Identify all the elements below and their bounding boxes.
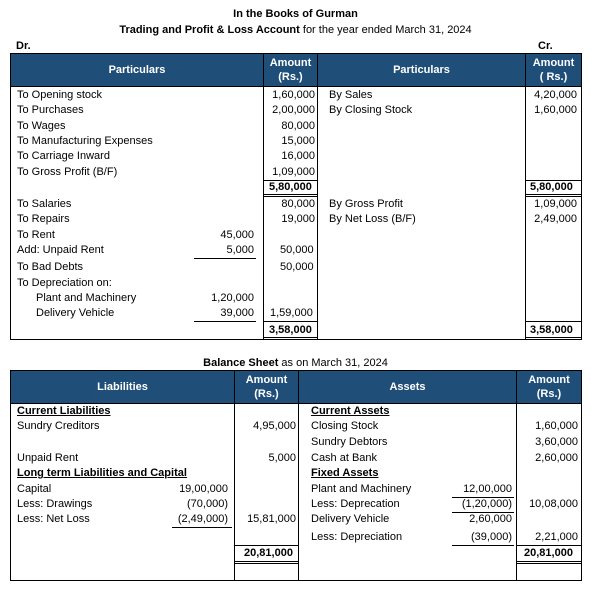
pl-left-label: To Depreciation on:	[17, 277, 112, 289]
pl-total-rule	[526, 337, 581, 338]
bs-total-left: 20,81,000	[244, 547, 293, 559]
bs-long-term-heading: Long term Liabilities and Capital	[17, 467, 187, 479]
bs-total-rule	[517, 563, 581, 564]
pl-left-label: Plant and Machinery	[36, 292, 137, 304]
bs-amount-right-label: Amount	[528, 374, 570, 386]
tpl-amount-left-unit: (Rs.)	[278, 71, 303, 83]
bs-vehicle-net: 2,21,000	[535, 531, 578, 543]
pl-left-amount: 80,000	[281, 198, 315, 210]
pl-total-rule	[526, 321, 581, 322]
tpl-right-label: By Sales	[329, 89, 373, 101]
tpl-right-amount: 1,60,000	[534, 104, 577, 116]
pl-right-label: By Net Loss (B/F)	[329, 213, 416, 225]
bs-less-dep2: Less: Depreciation	[311, 531, 403, 543]
pl-left-label: To Rent	[17, 229, 55, 241]
pl-left-amount: 19,000	[281, 213, 315, 225]
bs-capital-sub: 19,00,000	[179, 483, 228, 495]
pl-left-sub: 1,20,000	[211, 292, 254, 304]
pl-left-label: To Bad Debts	[17, 261, 84, 273]
bs-capital-amount: 15,81,000	[247, 513, 296, 525]
tpl-total-rule	[526, 194, 581, 195]
pl-left-amount: 50,000	[280, 261, 314, 273]
pl-total-rule	[264, 337, 317, 338]
tpl-left-amount: 1,09,000	[272, 166, 315, 178]
tpl-left-label: To Opening stock	[17, 89, 102, 101]
tpl-left-amount: 15,000	[281, 135, 315, 147]
bs-fixed-assets-heading: Fixed Assets	[311, 467, 379, 479]
bs-amount-left-label: Amount	[245, 374, 288, 386]
bs-plant-sub: 12,00,000	[463, 483, 512, 495]
bs-less-drawings: Less: Drawings	[17, 498, 93, 510]
bs-drawings-sub: (70,000)	[187, 498, 228, 510]
tpl-header-particulars-left: Particulars	[11, 54, 263, 86]
bs-closing-stock: Closing Stock	[311, 420, 379, 432]
pl-total-rule	[264, 321, 317, 322]
tpl-amount-right-label: Amount	[532, 57, 575, 69]
bs-title-bold: Balance Sheet	[203, 357, 279, 369]
bs-header-assets: Assets	[299, 371, 516, 403]
bs-sundry-debtors-amount: 3,60,000	[535, 436, 578, 448]
bs-total-rule	[235, 545, 298, 546]
bs-less-net-loss: Less: Net Loss	[17, 513, 90, 525]
pl-right-amount: 1,09,000	[534, 198, 577, 210]
tpl-total-rule	[264, 194, 317, 195]
bs-header-amount-right	[517, 371, 581, 403]
tpl-left-amount: 80,000	[281, 120, 315, 132]
bs-title	[0, 357, 591, 370]
book-heading: In the Books of Gurman	[233, 8, 358, 20]
tpl-header-rule	[11, 86, 581, 87]
bs-unpaid-rent-amount: 5,000	[268, 452, 296, 464]
tpl-left-label: To Carriage Inward	[17, 150, 110, 162]
tpl-total-rule	[526, 196, 581, 197]
bs-cash-at-bank-amount: 2,60,000	[535, 452, 578, 464]
bs-vehicle-sub: 2,60,000	[469, 513, 512, 525]
tpl-right-amount: 4,20,000	[534, 89, 577, 101]
tpl-left-amount: 2,00,000	[272, 104, 315, 116]
bs-header-amount-left	[235, 371, 298, 403]
bs-title-rest: as on March 31, 2024	[278, 357, 388, 369]
bs-cash-at-bank: Cash at Bank	[311, 452, 378, 464]
bs-amount-right-unit: (Rs.)	[536, 388, 562, 400]
tpl-left-amount: 1,60,000	[272, 89, 315, 101]
pl-left-label: To Salaries	[17, 198, 72, 210]
tpl-total-rule	[264, 196, 317, 197]
pl-left-sub: 45,000	[220, 229, 254, 241]
bs-net-loss-sub: (2,49,000)	[177, 513, 228, 525]
bs-total-rule	[517, 545, 581, 546]
pl-left-amount: 50,000	[280, 244, 314, 256]
bs-current-liabilities-heading: Current Liabilities	[17, 405, 111, 417]
bs-sub-rule	[172, 527, 232, 528]
tpl-divider	[317, 54, 318, 339]
tpl-header-particulars-right: Particulars	[318, 54, 525, 86]
bs-dep1-sub: (1,20,000)	[461, 498, 512, 510]
pl-right-amount: 2,49,000	[534, 213, 577, 225]
tpl-amount-left-label: Amount	[269, 57, 312, 69]
pl-left-label: Add: Unpaid Rent	[17, 244, 104, 256]
bs-sundry-creditors-amount: 4,95,000	[253, 420, 296, 432]
bs-dep2-sub: (39,000)	[471, 531, 512, 543]
tpl-right-label: By Closing Stock	[329, 104, 413, 116]
bs-current-assets-heading: Current Assets	[311, 405, 390, 417]
bs-total-right: 20,81,000	[524, 547, 573, 559]
pl-sub-rule	[194, 321, 256, 322]
tpl-left-label: To Gross Profit (B/F)	[17, 166, 118, 178]
tpl-header-amount-right	[526, 54, 581, 86]
bs-less-dep1: Less: Deprecation	[311, 498, 400, 510]
tpl-left-label: To Wages	[17, 120, 66, 132]
bs-plant-net: 10,08,000	[529, 498, 578, 510]
bs-sundry-creditors: Sundry Creditors	[17, 420, 100, 432]
pl-total-left: 3,58,000	[269, 324, 312, 336]
bs-closing-stock-amount: 1,60,000	[535, 420, 578, 432]
pl-right-label: By Gross Profit	[329, 198, 403, 210]
account-title-bold: Trading and Profit & Loss Account	[119, 24, 300, 36]
dr-label: Dr.	[16, 40, 31, 52]
account-title	[0, 24, 591, 37]
tpl-left-label: To Purchases	[17, 104, 84, 116]
tpl-left-label: To Manufacturing Expenses	[17, 135, 153, 147]
bs-sub-rule	[452, 545, 514, 546]
account-title-rest: for the year ended March 31, 2024	[299, 24, 472, 36]
pl-left-sub: 39,000	[220, 307, 254, 319]
tpl-total1-left: 5,80,000	[269, 181, 312, 193]
tpl-amount-right-unit: ( Rs.)	[539, 71, 568, 83]
bs-amount-left-unit: (Rs.)	[254, 388, 279, 400]
pl-left-sub: 5,000	[226, 244, 254, 256]
tpl-header-amount-left	[264, 54, 317, 86]
tpl-total1-right: 5,80,000	[530, 181, 573, 193]
bs-plant: Plant and Machinery	[311, 483, 412, 495]
pl-left-label: Delivery Vehicle	[36, 307, 115, 319]
pl-left-label: To Repairs	[17, 213, 70, 225]
pl-total-right: 3,58,000	[530, 324, 573, 336]
tpl-left-amount: 16,000	[281, 150, 315, 162]
pl-sub-rule	[194, 258, 256, 259]
bs-header-rule	[11, 403, 581, 404]
cr-label: Cr.	[538, 40, 553, 52]
pl-left-amount: 1,59,000	[270, 307, 313, 319]
bs-vehicle: Delivery Vehicle	[311, 513, 390, 525]
bs-sundry-debtors: Sundry Debtors	[311, 436, 388, 448]
bs-total-rule	[235, 563, 298, 564]
bs-total-rule	[517, 561, 581, 562]
bs-sub-rule	[452, 497, 514, 498]
bs-unpaid-rent: Unpaid Rent	[17, 452, 79, 464]
bs-capital: Capital	[17, 483, 52, 495]
bs-total-rule	[235, 561, 298, 562]
bs-header-liabilities: Liabilities	[11, 371, 234, 403]
